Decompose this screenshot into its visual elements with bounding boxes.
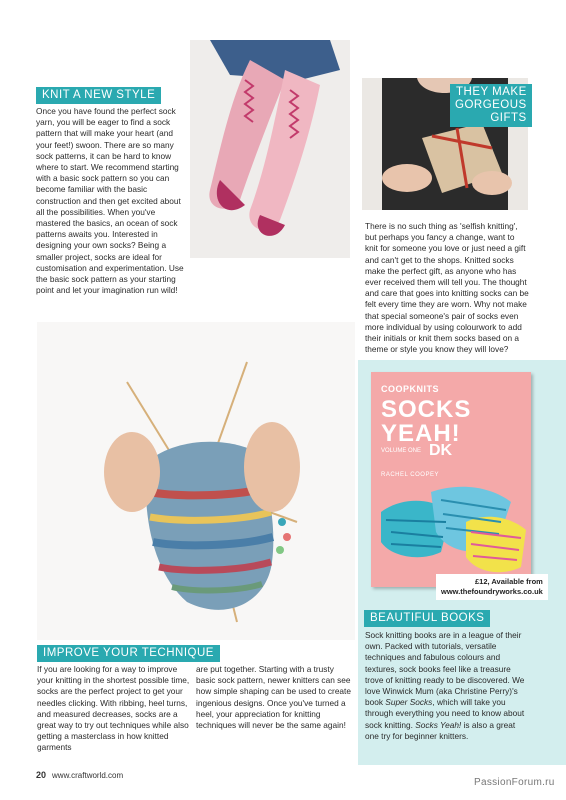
page-footer [36, 770, 123, 780]
knitting-photo [37, 322, 355, 640]
book-cover [371, 372, 531, 587]
gifts-heading-line2: GORGEOUS [455, 99, 527, 111]
books-body-middle: , which will take you through everything you need to know about sock knitting. [365, 697, 525, 730]
books-heading: BEAUTIFUL BOOKS [364, 610, 490, 627]
page-number: 20 [36, 770, 47, 780]
book-author: RACHEL COOPEY [381, 472, 439, 478]
price-box [436, 574, 548, 600]
gifts-body: There is no such thing as 'selfish knitting', but perhaps you fancy a change, want to knit for someone you love or just need a gift and can't get to the shops. Knitted socks make the perfect gift, as anyone who has ever received them will tell you. The thought and care that goes into knitting socks can be felt every time they are worn. Why not make that special someone's pair of socks even more individual by using colourwork to add their initials or knit them socks based on a theme or style you know they will love? [365, 221, 529, 355]
socks-illustration [190, 40, 350, 258]
book-socks-illustration [371, 372, 531, 587]
gifts-heading [450, 84, 532, 127]
watermark: PassionForum.ru [474, 777, 555, 788]
improve-heading: IMPROVE YOUR TECHNIQUE [37, 645, 220, 662]
improve-body-col2: are put together. Starting with a trusty basic sock pattern, newer knitters can see how simple shaping can be used to create ingenious designs. Once you've turned a heel, your appreciation for knitting techniques will never be the same again! [196, 664, 351, 731]
knit-body: Once you have found the perfect sock yarn, you will be eager to find a sock pattern that will make your heart (and your feet!) swoon. There are so many sock patterns, it can be hard to know where to start. We recommend starting with a basic sock pattern so you can become familiar with the basic construction and then get excited about all the possibilities. When you've mastered the basics, an ocean of sock patterns awaits you. Interested in designing your own socks? Being a smaller project, socks are ideal for customisation and experimentation. Use the basic sock pattern as your starting point and let your imagination run wild! [36, 106, 184, 296]
improve-body-col1: If you are looking for a way to improve your knitting in the shortest possible time, socks are the perfect project to get your needles clicking. With ribbing, heel turns, and measured decreases, socks are a great way to try out techniques while also getting a masterclass in how knitted garments [37, 664, 190, 753]
book-volume: VOLUME ONE [381, 448, 422, 454]
book-title-line2: YEAH! [381, 420, 461, 447]
knitting-illustration [37, 322, 355, 640]
price-line2: www.thefoundryworks.co.uk [441, 587, 543, 596]
books-body [365, 630, 525, 742]
books-body-after: is also a great one try for beginner knitters. [365, 719, 516, 741]
books-body-before: Sock knitting books are in a league of their own. Packed with tutorials, versatile techniques and fabulous colours and textures, sock books feel like a treasure trove of knitting ready to be discovered. We love Winwick Mum (aka Christine Perry)'s book [365, 630, 525, 708]
books-body-italic1: Super Socks [385, 697, 433, 708]
book-brand: COOPKNITS [381, 384, 440, 394]
book-format: DK [429, 442, 453, 459]
price-line1: £12, Available from [475, 577, 543, 586]
socks-photo [190, 40, 350, 258]
knit-heading: KNIT A NEW STYLE [36, 87, 161, 104]
books-body-italic2: Socks Yeah! [415, 719, 462, 730]
gifts-heading-line3: GIFTS [490, 112, 527, 124]
book-title-line1: SOCKS [381, 396, 472, 423]
gifts-heading-line1: THEY MAKE [455, 86, 527, 98]
footer-url: www.craftworld.com [52, 771, 124, 780]
